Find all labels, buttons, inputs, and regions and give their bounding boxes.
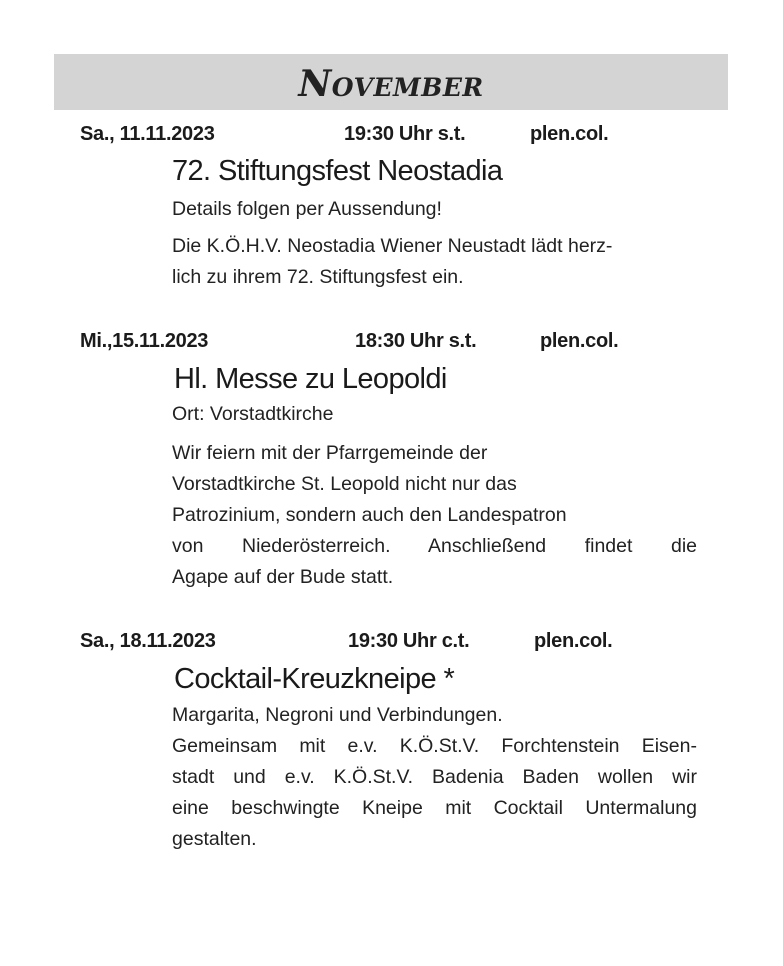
event-dress-code: plen.col. xyxy=(540,330,619,352)
event-time: 18:30 Uhr s.t. xyxy=(355,330,477,352)
event-description-line: lich zu ihrem 72. Stiftungsfest ein. xyxy=(172,266,464,288)
event-date: Mi.,15.11.2023 xyxy=(80,330,209,352)
event-description-line: Vorstadtkirche St. Leopold nicht nur das xyxy=(172,473,517,495)
event-description-line: von Niederösterreich. Anschließend findet die xyxy=(172,535,697,557)
event-description-line: Agape auf der Bude statt. xyxy=(172,566,394,588)
event-description-line: gestalten. xyxy=(172,828,257,850)
month-title: November xyxy=(298,63,484,105)
event-description-line: Die K.Ö.H.V. Neostadia Wiener Neustadt lädt herz- xyxy=(172,235,613,257)
event-date: Sa., 11.11.2023 xyxy=(80,123,215,145)
event-dress-code: plen.col. xyxy=(530,123,609,145)
event-time: 19:30 Uhr c.t. xyxy=(348,630,470,652)
event-description-line: eine beschwingte Kneipe mit Cocktail Untermalung xyxy=(172,797,697,819)
event-title: Hl. Messe zu Leopoldi xyxy=(174,363,447,395)
event-time: 19:30 Uhr s.t. xyxy=(344,123,466,145)
event-description-line: Gemeinsam mit e.v. K.Ö.St.V. Forchtenstein Eisen- xyxy=(172,735,697,757)
event-subtitle: Ort: Vorstadtkirche xyxy=(172,403,334,425)
event-subtitle: Margarita, Negroni und Verbindungen. xyxy=(172,704,503,726)
event-subtitle: Details folgen per Aussendung! xyxy=(172,198,442,220)
month-header xyxy=(54,54,728,110)
event-description-line: Wir feiern mit der Pfarrgemeinde der xyxy=(172,442,488,464)
event-title: 72. Stiftungsfest Neostadia xyxy=(172,155,503,187)
event-description-line: stadt und e.v. K.Ö.St.V. Badenia Baden wollen wir xyxy=(172,766,697,788)
event-title: Cocktail-Kreuzkneipe * xyxy=(174,663,455,695)
event-dress-code: plen.col. xyxy=(534,630,613,652)
event-description-line: Patrozinium, sondern auch den Landespatron xyxy=(172,504,567,526)
event-date: Sa., 18.11.2023 xyxy=(80,630,216,652)
